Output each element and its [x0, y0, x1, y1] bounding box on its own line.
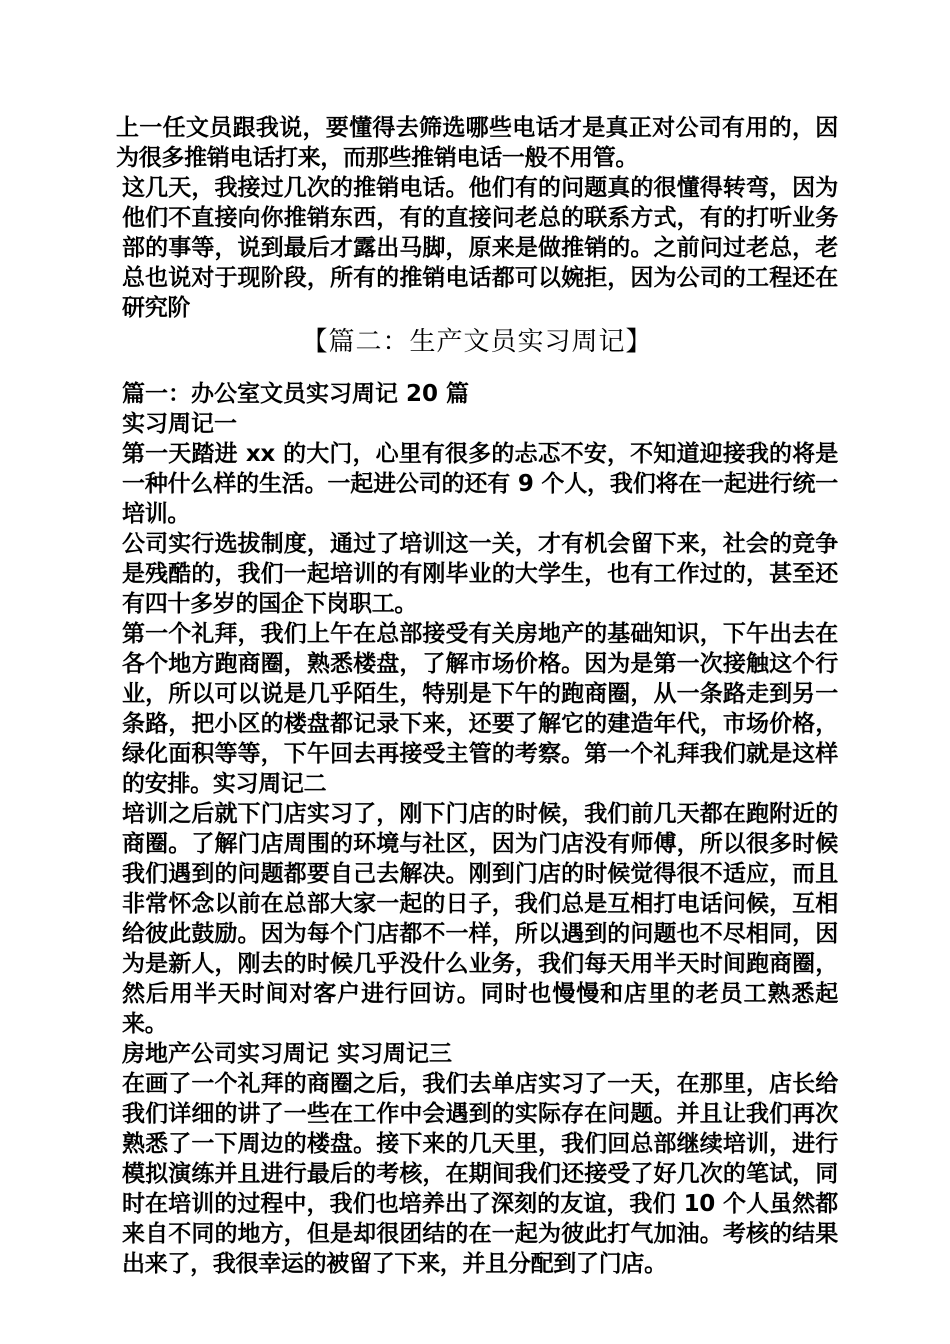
article-title: 篇一：办公室文员实习周记 20 篇 — [122, 381, 470, 407]
body-paragraph-4: 培训之后就下门店实习了，刚下门店的时候，我们前几天都在跑附近的商圈。了解门店周围的环境与社区，因为门店没有师傅，所以很多时候我们遇到的问题都要自己去解决。刚到门店的时候觉得很不适应，而且非常怀念以前在总部大家一起的日子，我们总是互相打电话问候，互相给彼此鼓励。因为每个门店都不一样，所以遇到的问题也不尽相同，因为是新人，刚去的时候几乎没什么业务，我们每天用半天时间跑商圈，然后用半天时间对客户进行回访。同时也慢慢和店里的老员工熟悉起来。 — [122, 801, 838, 1037]
body-paragraph-5: 在画了一个礼拜的商圈之后，我们去单店实习了一天，在那里，店长给我们详细的讲了一些在工作中会遇到的实际存在问题。并且让我们再次熟悉了一下周边的楼盘。接下来的几天里，我们回总部继续培训，进行模拟演练并且进行最后的考核，在期间我们还接受了好几次的笔试，同时在培训的过程中，我们也培养出了深刻的友谊，我们 10 个人虽然都来自不同的地方，但是却很团结的在一起为彼此打气加油。考核的结果出来了，我很幸运的被留了下来，并且分配到了门店。 — [122, 1071, 838, 1277]
body-paragraph-1: 第一天踏进 xx 的大门，心里有很多的忐忑不安，不知道迎接我的将是一种什么样的生活。一起进公司的还有 9 个人，我们将在一起进行统一培训。 — [122, 441, 838, 527]
section-title: 【篇二：生产文员实习周记】 — [301, 327, 653, 357]
document-page — [116, 113, 838, 1279]
intro-paragraph-1: 上一任文员跟我说，要懂得去筛选哪些电话才是真正对公司有用的，因为很多推销电话打来，而那些推销电话一般不用管。 — [116, 115, 838, 171]
subtitle-week-one: 实习周记一 — [122, 411, 237, 437]
subtitle-week-three: 房地产公司实习周记 实习周记三 — [122, 1041, 453, 1067]
body-paragraph-3: 第一个礼拜，我们上午在总部接受有关房地产的基础知识，下午出去在各个地方跑商圈，熟悉楼盘，了解市场价格。因为是第一次接触这个行业，所以可以说是几乎陌生，特别是下午的跑商圈，从一条路走到另一条路，把小区的楼盘都记录下来，还要了解它的建造年代，市场价格，绿化面积等等，下午回去再接受主管的考察。第一个礼拜我们就是这样的安排。实习周记二 — [122, 621, 838, 797]
body-paragraph-2: 公司实行选拔制度，通过了培训这一关，才有机会留下来，社会的竞争是残酷的，我们一起培训的有刚毕业的大学生，也有工作过的，甚至还有四十多岁的国企下岗职工。 — [122, 531, 838, 617]
intro-paragraph-2: 这几天，我接过几次的推销电话。他们有的问题真的很懂得转弯，因为他们不直接向你推销东西，有的直接问老总的联系方式，有的打听业务部的事等，说到最后才露出马脚，原来是做推销的。之前问过老总，老总也说对于现阶段，所有的推销电话都可以婉拒，因为公司的工程还在研究阶 — [122, 175, 838, 321]
